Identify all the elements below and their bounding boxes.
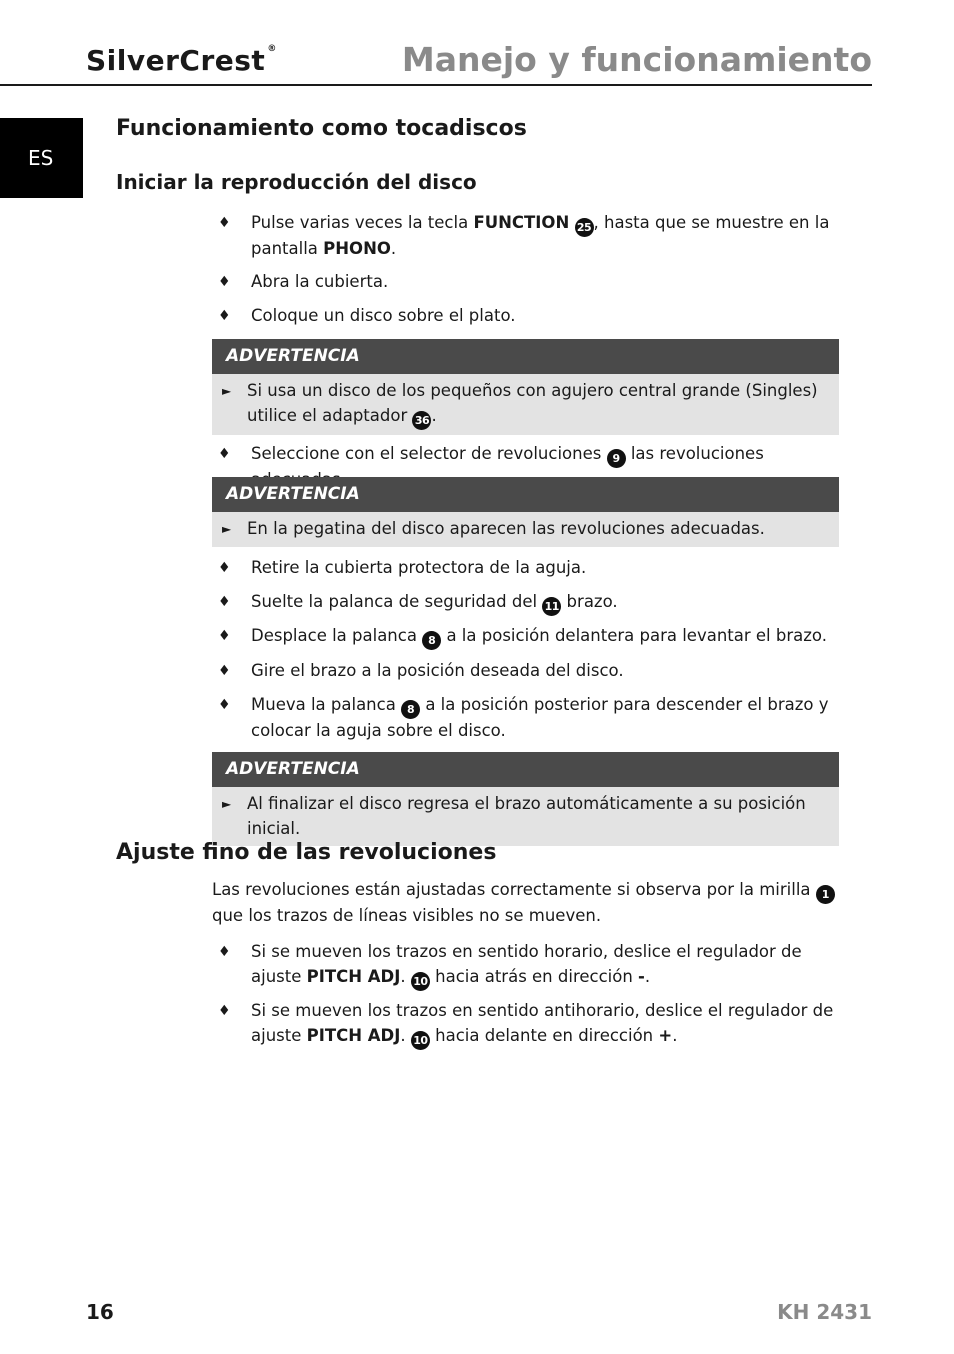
warning-heading: ADVERTENCIA	[212, 339, 839, 374]
ref-number-badge: 11	[542, 597, 561, 616]
warning-heading: ADVERTENCIA	[212, 477, 839, 512]
diamond-bullet-icon: ♦	[218, 215, 231, 231]
page-number: 16	[86, 1300, 114, 1324]
brand-logo: SilverCrest ®	[86, 44, 277, 77]
diamond-bullet-icon: ♦	[218, 446, 231, 462]
subsection-title: Iniciar la reproducción del disco	[116, 170, 477, 194]
registered-mark: ®	[267, 44, 277, 54]
diamond-bullet-icon: ♦	[218, 628, 231, 644]
header-divider	[0, 84, 872, 86]
model-number: KH 2431	[777, 1300, 872, 1324]
diamond-bullet-icon: ♦	[218, 1003, 231, 1019]
language-code: ES	[28, 146, 54, 170]
warning-box: ADVERTENCIA ► En la pegatina del disco aparecen las revoluciones adecuadas.	[212, 477, 839, 547]
diamond-bullet-icon: ♦	[218, 274, 231, 290]
warning-heading: ADVERTENCIA	[212, 752, 839, 787]
ref-number-badge: 8	[401, 700, 420, 719]
warning-box: ADVERTENCIA ► Al finalizar el disco regresa el brazo automáticamente a su posición inicial.	[212, 752, 839, 846]
diamond-bullet-icon: ♦	[218, 944, 231, 960]
diamond-bullet-icon: ♦	[218, 697, 231, 713]
ref-number-badge: 10	[411, 1031, 430, 1050]
diamond-bullet-icon: ♦	[218, 663, 231, 679]
arrow-bullet-icon: ►	[222, 522, 232, 536]
section-title: Funcionamiento como tocadiscos	[116, 116, 527, 141]
warning-box: ADVERTENCIA ► Si usa un disco de los pequeños con agujero central grande (Singles) utilice el adaptador 36 .	[212, 339, 839, 435]
ref-number-badge: 9	[607, 449, 626, 468]
ref-number-badge: 25	[575, 218, 594, 237]
arrow-bullet-icon: ►	[222, 384, 232, 398]
page-title: Manejo y funcionamiento	[401, 40, 872, 79]
diamond-bullet-icon: ♦	[218, 560, 231, 576]
arrow-bullet-icon: ►	[222, 797, 232, 811]
section-title: Ajuste fino de las revoluciones	[116, 840, 497, 865]
ref-number-badge: 1	[816, 885, 835, 904]
diamond-bullet-icon: ♦	[218, 594, 231, 610]
ref-number-badge: 8	[422, 631, 441, 650]
language-tab	[0, 118, 83, 198]
diamond-bullet-icon: ♦	[218, 308, 231, 324]
ref-number-badge: 10	[411, 972, 430, 991]
paragraph: Las revoluciones están ajustadas correctamente si observa por la mirilla 1 que los trazos de líneas visibles no se mueven.	[212, 878, 838, 929]
ref-number-badge: 36	[412, 411, 431, 430]
